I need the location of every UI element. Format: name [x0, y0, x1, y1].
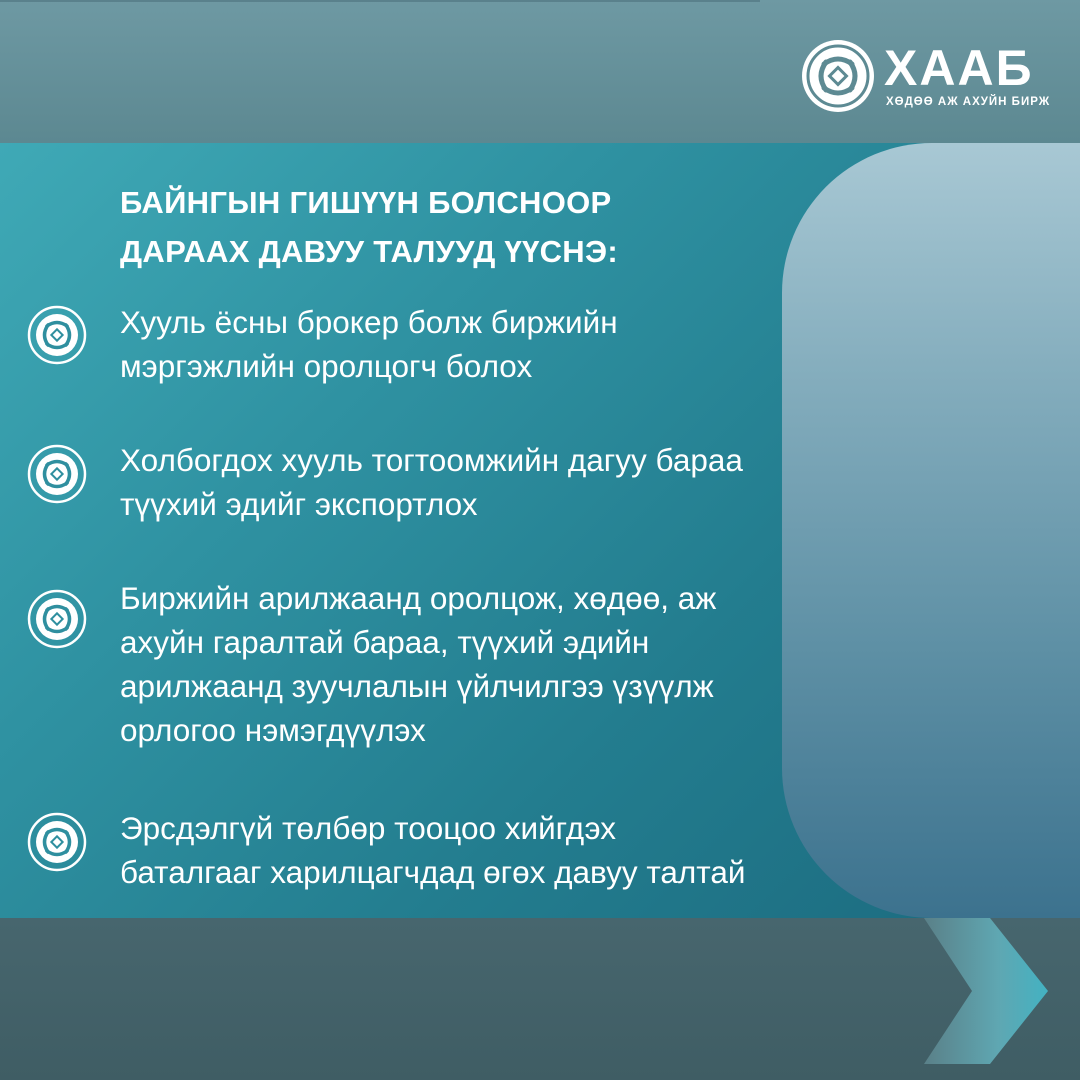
khaab-emblem-icon — [27, 589, 87, 649]
benefit-text-line: баталгааг харилцагчдад өгөх давуу талтай — [120, 854, 746, 890]
benefit-text-line: Биржийн арилжаанд оролцож, хөдөө, аж — [120, 580, 717, 616]
benefit-text-line: Холбогдох хууль тогтоомжийн дагуу бараа — [120, 442, 743, 478]
khaab-emblem-icon — [27, 444, 87, 504]
benefit-text-line: арилжаанд зуучлалын үйлчилгээ үзүүлж — [120, 668, 714, 704]
benefit-text-line: Эрсдэлгүй төлбөр тооцоо хийгдэх — [120, 810, 616, 846]
logo-tagline: ХӨДӨӨ АЖ АХУЙН БИРЖ — [886, 96, 1051, 108]
benefit-text-line: Хууль ёсны брокер болж биржийн — [120, 304, 618, 340]
bottom-band — [0, 918, 1080, 1080]
benefit-text-line: түүхий эдийг экспортлох — [120, 486, 478, 522]
khaab-emblem-icon — [27, 305, 87, 365]
headline-line-1: БАЙНГЫН ГИШҮҮН БОЛСНООР — [120, 185, 612, 220]
chevron-right-icon[interactable] — [920, 918, 1050, 1064]
benefit-text — [120, 300, 780, 388]
headline — [120, 178, 740, 276]
benefit-text-line: ахуйн гаралтай бараа, түүхий эдийн — [120, 624, 650, 660]
headline-line-2: ДАРААХ ДАВУУ ТАЛУУД ҮҮСНЭ: — [120, 234, 618, 269]
khaab-emblem-icon — [800, 38, 876, 114]
benefit-text — [120, 576, 780, 752]
benefit-text-line: мэргэжлийн оролцогч болох — [120, 348, 533, 384]
benefit-text-line: орлогоо нэмэгдүүлэх — [120, 712, 426, 748]
logo-wordmark: ХААБ — [884, 40, 1034, 96]
benefit-text — [120, 806, 780, 894]
side-card — [782, 143, 1080, 918]
khaab-emblem-icon — [27, 812, 87, 872]
brand-logo — [800, 38, 1060, 114]
benefit-text — [120, 438, 780, 526]
